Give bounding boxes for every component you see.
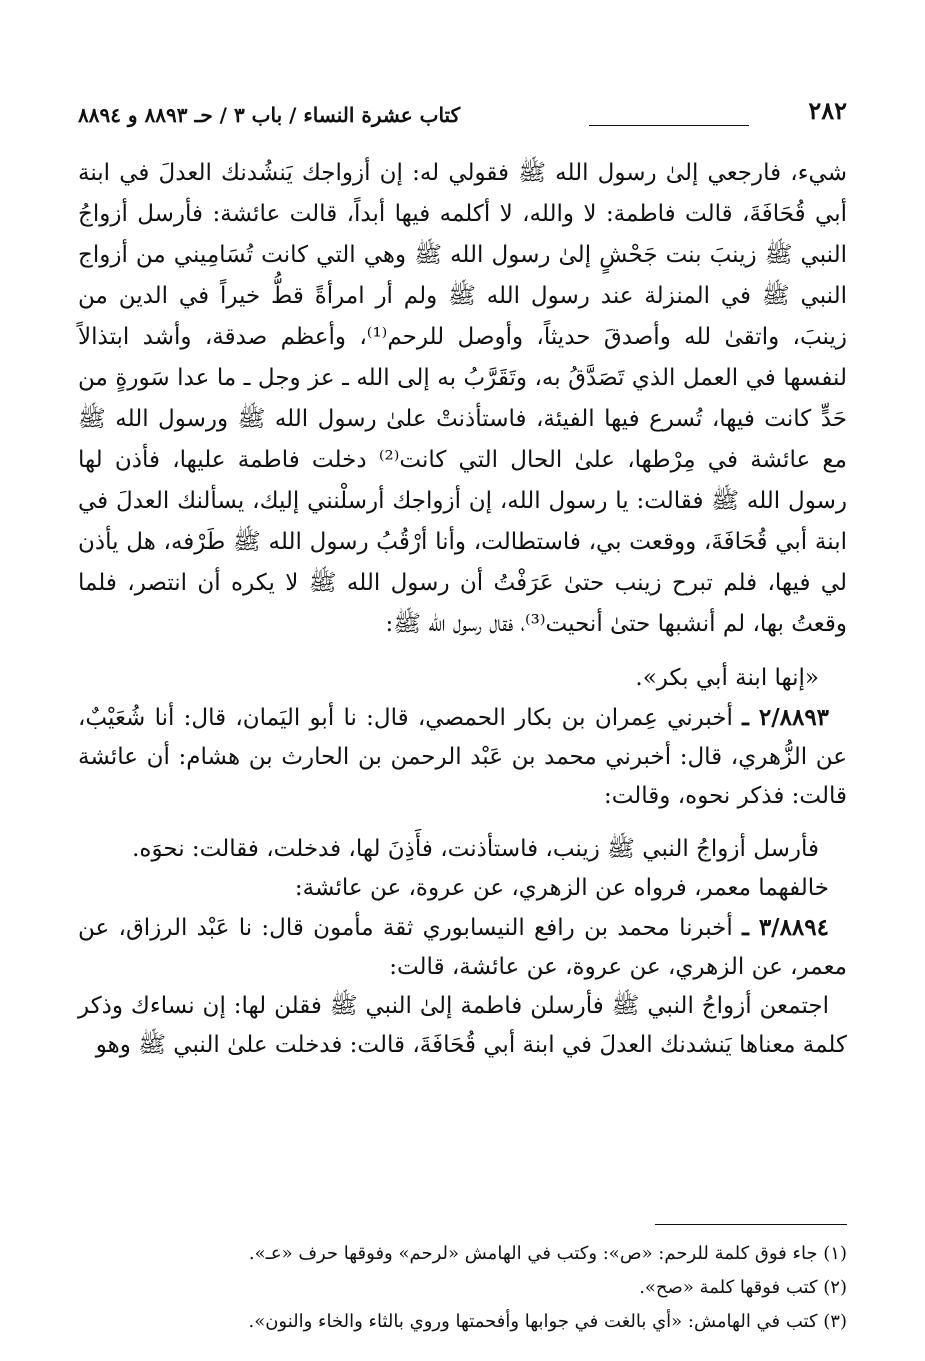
- main-text: [78, 153, 847, 1065]
- report-8893: [78, 698, 847, 816]
- prophetic-quote: «إنها ابنة أبي بكر».: [635, 665, 819, 691]
- report-8894: [78, 908, 847, 987]
- footnote-3: (٣) كتب في الهامش: «أي بالغت في جوابها وأفحمتها وروي بالثاء والخاء والنون».: [248, 1311, 847, 1332]
- continued-paragraph: شيء، فارجعي إلىٰ رسول الله ﷺ فقولي له: إن أزواجك يَنشُدنك العدلَ في ابنة أبي قُحَافَةَ، قالت فاطمة: لا والله، لا أكلمه فيها أبداً، قالت عائشة: فأرسل أزواجُ النبي ﷺ زينبَ بنت جَحْشٍ إلىٰ رسول الله ﷺ وهي التي كانت تُسَامِيني من أزواج النبي ﷺ في المنزلة عند رسول الله ﷺ ولم أر امرأةً قطُّ خيراً في الدين من زينبَ، واتقىٰ لله وأصدقَ حديثاً، وأوصل للرحم⁽¹⁾، وأعظم صدقة، وأشد ابتذالاً لنفسها في العمل الذي تَصَدَّقُ به، وتَقَرَّبُ به إلى الله ـ عز وجل ـ ما عدا سَورةٍ من حَدٍّ كانت فيها، تُسرع فيها الفيئة، فاستأذنتْ علىٰ رسول الله ﷺ ورسول الله ﷺ مع عائشة في مِرْطها، علىٰ الحال التي كانت⁽²⁾ دخلت فاطمة عليها، فأذن لها رسول الله ﷺ فقالت: يا رسول الله، إن أزواجك أرسلْنني إليك، يسألنك العدلَ في ابنة أبي قُحَافَةَ، ووقعت بي، فاستطالت، وأنا أرْقُبُ رسول الله ﷺ طَرْفه، هل يأذن لي فيها، فلم تبرح زينب حتىٰ عَرَفْتُ أن رسول الله ﷺ لا يكره أن انتصر، فلما وقعتُ بها، لم أنشبها حتىٰ أنحيت⁽³⁾، فقال رسول الله ﷺ:: [78, 160, 848, 637]
- footnote-rule: [655, 1224, 847, 1225]
- report-text-8894: أخبرنا محمد بن رافع النيسابوري ثقة مأمون قال: نا عَبْد الرزاق، عن معمر، عن الزهري، عن عروة، عن عائشة، قالت:: [78, 915, 847, 980]
- footnote-2: (٢) كتب فوقها كلمة «صح».: [639, 1277, 847, 1298]
- narration-quote: فأرسل أزواجُ النبي ﷺ زينب، فاستأذنت، فأَذِنَ لها، فدخلت، فقالت: نحوَه.: [132, 836, 819, 862]
- report-number-8893: ٢/٨٨٩٣ ـ: [742, 704, 830, 731]
- footnote-1: (١) جاء فوق كلمة للرحم: «ص»: وكتب في الهامش «لرحم» وفوقها حرف «عـ».: [248, 1243, 847, 1264]
- variant-note: خالفهما معمر، فرواه عن الزهري، عن عروة، عن عائشة:: [294, 875, 829, 901]
- running-title: كتاب عشرة النساء / باب ٣ / حـ ٨٨٩٣ و ٨٨٩٤: [78, 103, 461, 127]
- page-header: [78, 97, 847, 139]
- report-number-8894: ٣/٨٨٩٤ ـ: [742, 914, 829, 941]
- final-paragraph: اجتمعن أزواجُ النبي ﷺ فأرسلن فاطمة إلىٰ النبي ﷺ فقلن لها: إن نساءك وذكر كلمة معناها يَنشدنك العدلَ في ابنة أبي قُحَافَةَ، قالت: فدخلت علىٰ النبي ﷺ وهو: [78, 993, 847, 1058]
- footnotes: [78, 1237, 847, 1339]
- page-number: ٢٨٢: [808, 96, 847, 125]
- header-rule: [589, 125, 749, 126]
- report-text-8893: أخبرني عِمران بن بكار الحمصي، قال: نا أبو اليَمان، قال: أنا شُعَيْبٌ، عن الزُّهري، قال: أخبرني محمد بن عَبْد الرحمن بن الحارث بن هشام: أن عائشة قالت: فذكر نحوه، وقالت:: [78, 705, 847, 809]
